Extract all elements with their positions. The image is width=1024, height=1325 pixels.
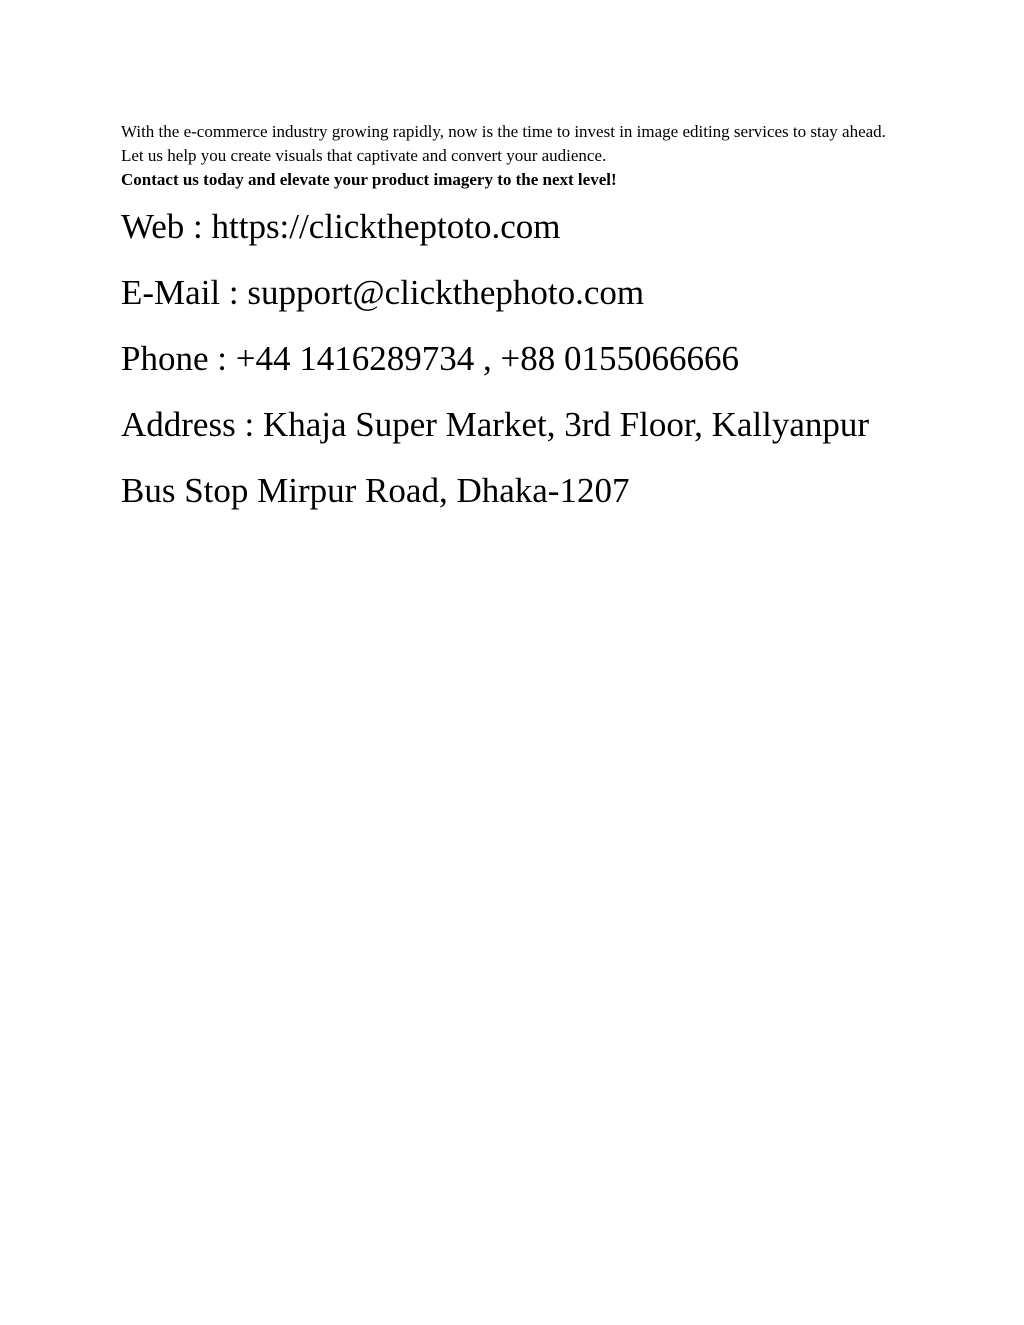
address-line: Address : Khaja Super Market, 3rd Floor, Kallyanpur: [121, 405, 870, 444]
intro-paragraph: [121, 120, 901, 192]
address-line-2: Bus Stop Mirpur Road, Dhaka-1207: [121, 471, 630, 510]
intro-text: With the e-commerce industry growing rapidly, now is the time to invest in image editing services to stay ahead. Let us help you create visuals that captivate and convert your audience.: [121, 122, 886, 165]
email-line: E-Mail : support@clickthephoto.com: [121, 273, 645, 312]
contact-details: [121, 206, 901, 512]
phone-line: Phone : +44 1416289734 , +88 0155066666: [121, 339, 739, 378]
web-line: Web : https://clicktheptoto.com: [121, 207, 561, 246]
call-to-action: Contact us today and elevate your product imagery to the next level!: [121, 170, 617, 189]
document-page: [121, 120, 901, 536]
